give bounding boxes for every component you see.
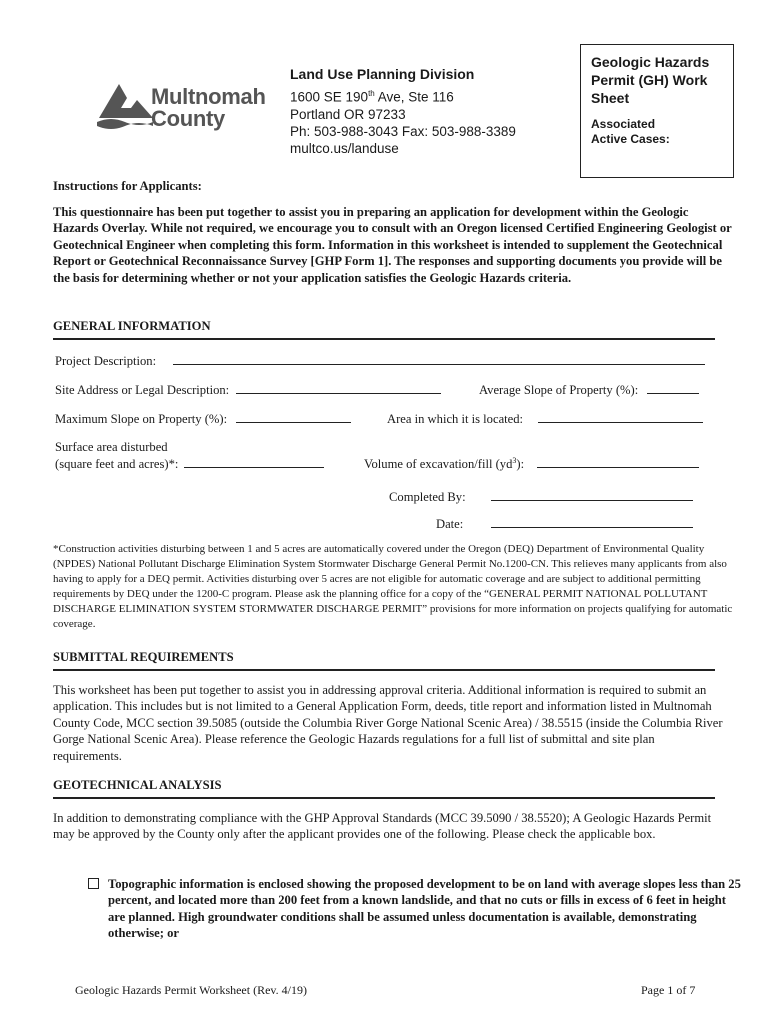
volume-label: Volume of excavation/fill $(yd^3)$:	[364, 455, 525, 471]
mountain-logo-icon	[97, 78, 155, 134]
permit-title: Geologic Hazards Permit (GH) Work Sheet	[591, 54, 710, 106]
geotechnical-analysis-text: In addition to demonstrating compliance with the GHP Approval Standards (MCC 39.5090 / 38.5520); A Geologic Hazards Permit may be approved by the County only after the applicant provides one of the following. Please check the applicable box.	[53, 811, 712, 842]
completed-by-label: Completed By:	[389, 490, 466, 504]
project-description-row	[55, 352, 705, 369]
max-slope-label: Maximum Slope on Property (%):	[55, 412, 228, 426]
general-information-heading: GENERAL INFORMATION	[53, 319, 715, 340]
topographic-option-text: Topographic information is enclosed showing the proposed development to be on land with average slopes less than 25 percent, and located more than 200 feet from a known landslide, and that no cuts or fills in excess of 6 feet in height are planned. High groundwater conditions shall be assumed unless documentation is available, demonstrating otherwise; or	[108, 877, 741, 941]
surface-area-field[interactable]	[184, 455, 324, 468]
topographic-option	[88, 876, 743, 942]
division-city: Portland OR 97233	[290, 106, 406, 122]
max-slope-row	[55, 410, 351, 427]
division-address: 1600 SE 190th Ave, Ste 116	[290, 89, 454, 105]
site-address-field[interactable]	[236, 381, 441, 394]
submittal-requirements-heading: SUBMITTAL REQUIREMENTS	[53, 650, 715, 671]
avg-slope-field[interactable]	[647, 381, 699, 394]
surface-area-label-line2: (square feet and acres)*:	[55, 457, 179, 471]
multnomah-county-logo	[97, 78, 272, 134]
division-phone: Ph: 503-988-3043 Fax: 503-988-3389	[290, 123, 516, 139]
instructions-heading: Instructions for Applicants:	[53, 179, 202, 193]
volume-field[interactable]	[537, 455, 699, 468]
completed-by-field[interactable]	[491, 488, 693, 501]
date-label: Date:	[436, 517, 464, 531]
instructions-text: This questionnaire has been put together to assist you in preparing an application for development within the Geologic Hazards Overlay. While not required, we encourage you to consult with an Oregon licensed Certified Engineering Geologist or Geotechnical Engineer when completing this form. Information in this worksheet is intended to supplement the Geotechnical Report or Geotechnical Reconnaissance Survey [GHP Form 1]. The responses and supporting documents you provide will be the basis for determining whether or not your application satisfies the Geologic Hazards criteria.	[53, 205, 732, 285]
site-address-row	[55, 381, 441, 398]
deq-footnote: *Construction activities disturbing between 1 and 5 acres are automatically covered under the Oregon (DEQ) Department of Environmental Quality (NPDES) National Pollutant Discharge Elimination System Stormwater Discharge General Permit No.1200-CN. This relieves many applicants from also having to apply for a DEQ permit. Activities disturbing over 5 acres are not eligible for automatic coverage and are subject to additional permitting requirements by DEQ under the 1200-C program. Please ask the planning office for a copy of the “GENERAL PERMIT NATIONAL POLLUTANT DISCHARGE ELIMINATION SYSTEM STORMWATER DISCHARGE PERMIT” provisions for more information on projects qualifying for automatic coverage.	[53, 543, 733, 630]
area-located-field[interactable]	[538, 410, 703, 423]
avg-slope-row	[479, 381, 699, 398]
footer-form-title: Geologic Hazards Permit Worksheet (Rev. 4/19)	[75, 983, 307, 997]
division-website: multco.us/landuse	[290, 140, 399, 156]
division-contact	[290, 66, 516, 157]
footer-page-number: Page 1 of 7	[641, 983, 696, 997]
surface-area-label-line1: Surface area disturbed	[55, 440, 168, 454]
division-title: Land Use Planning Division	[290, 66, 475, 82]
permit-info-box	[580, 44, 734, 178]
max-slope-field[interactable]	[236, 410, 351, 423]
completed-by-row	[389, 488, 693, 505]
project-description-field[interactable]	[173, 352, 705, 365]
area-located-label: Area in which it is located:	[387, 412, 524, 426]
date-row	[436, 515, 693, 532]
area-located-row	[387, 410, 703, 427]
topographic-option-checkbox[interactable]	[88, 878, 99, 889]
project-description-label: Project Description:	[55, 354, 157, 368]
date-field[interactable]	[491, 515, 693, 528]
submittal-requirements-text: This worksheet has been put together to assist you in addressing approval criteria. Additional information is required to submit an application. This includes but is not limited to a General Application Form, deeds, title report and information listed in Multnomah County Code, MCC section 39.5085 (outside the Columbia River Gorge National Scenic Area) / 38.5515 (inside the Columbia River Gorge National Scenic Area). Please reference the Geologic Hazards regulations for a full list of submittal and site plan requirements.	[53, 683, 723, 763]
surface-area-row	[55, 439, 324, 472]
associated-cases-label: Associated Active Cases:	[591, 117, 670, 146]
volume-row	[364, 455, 699, 472]
site-address-label: Site Address or Legal Description:	[55, 383, 230, 397]
geotechnical-analysis-heading: GEOTECHNICAL ANALYSIS	[53, 778, 715, 799]
avg-slope-label: Average Slope of Property (%):	[479, 383, 639, 397]
logo-wordmark: Multnomah County	[151, 84, 266, 131]
